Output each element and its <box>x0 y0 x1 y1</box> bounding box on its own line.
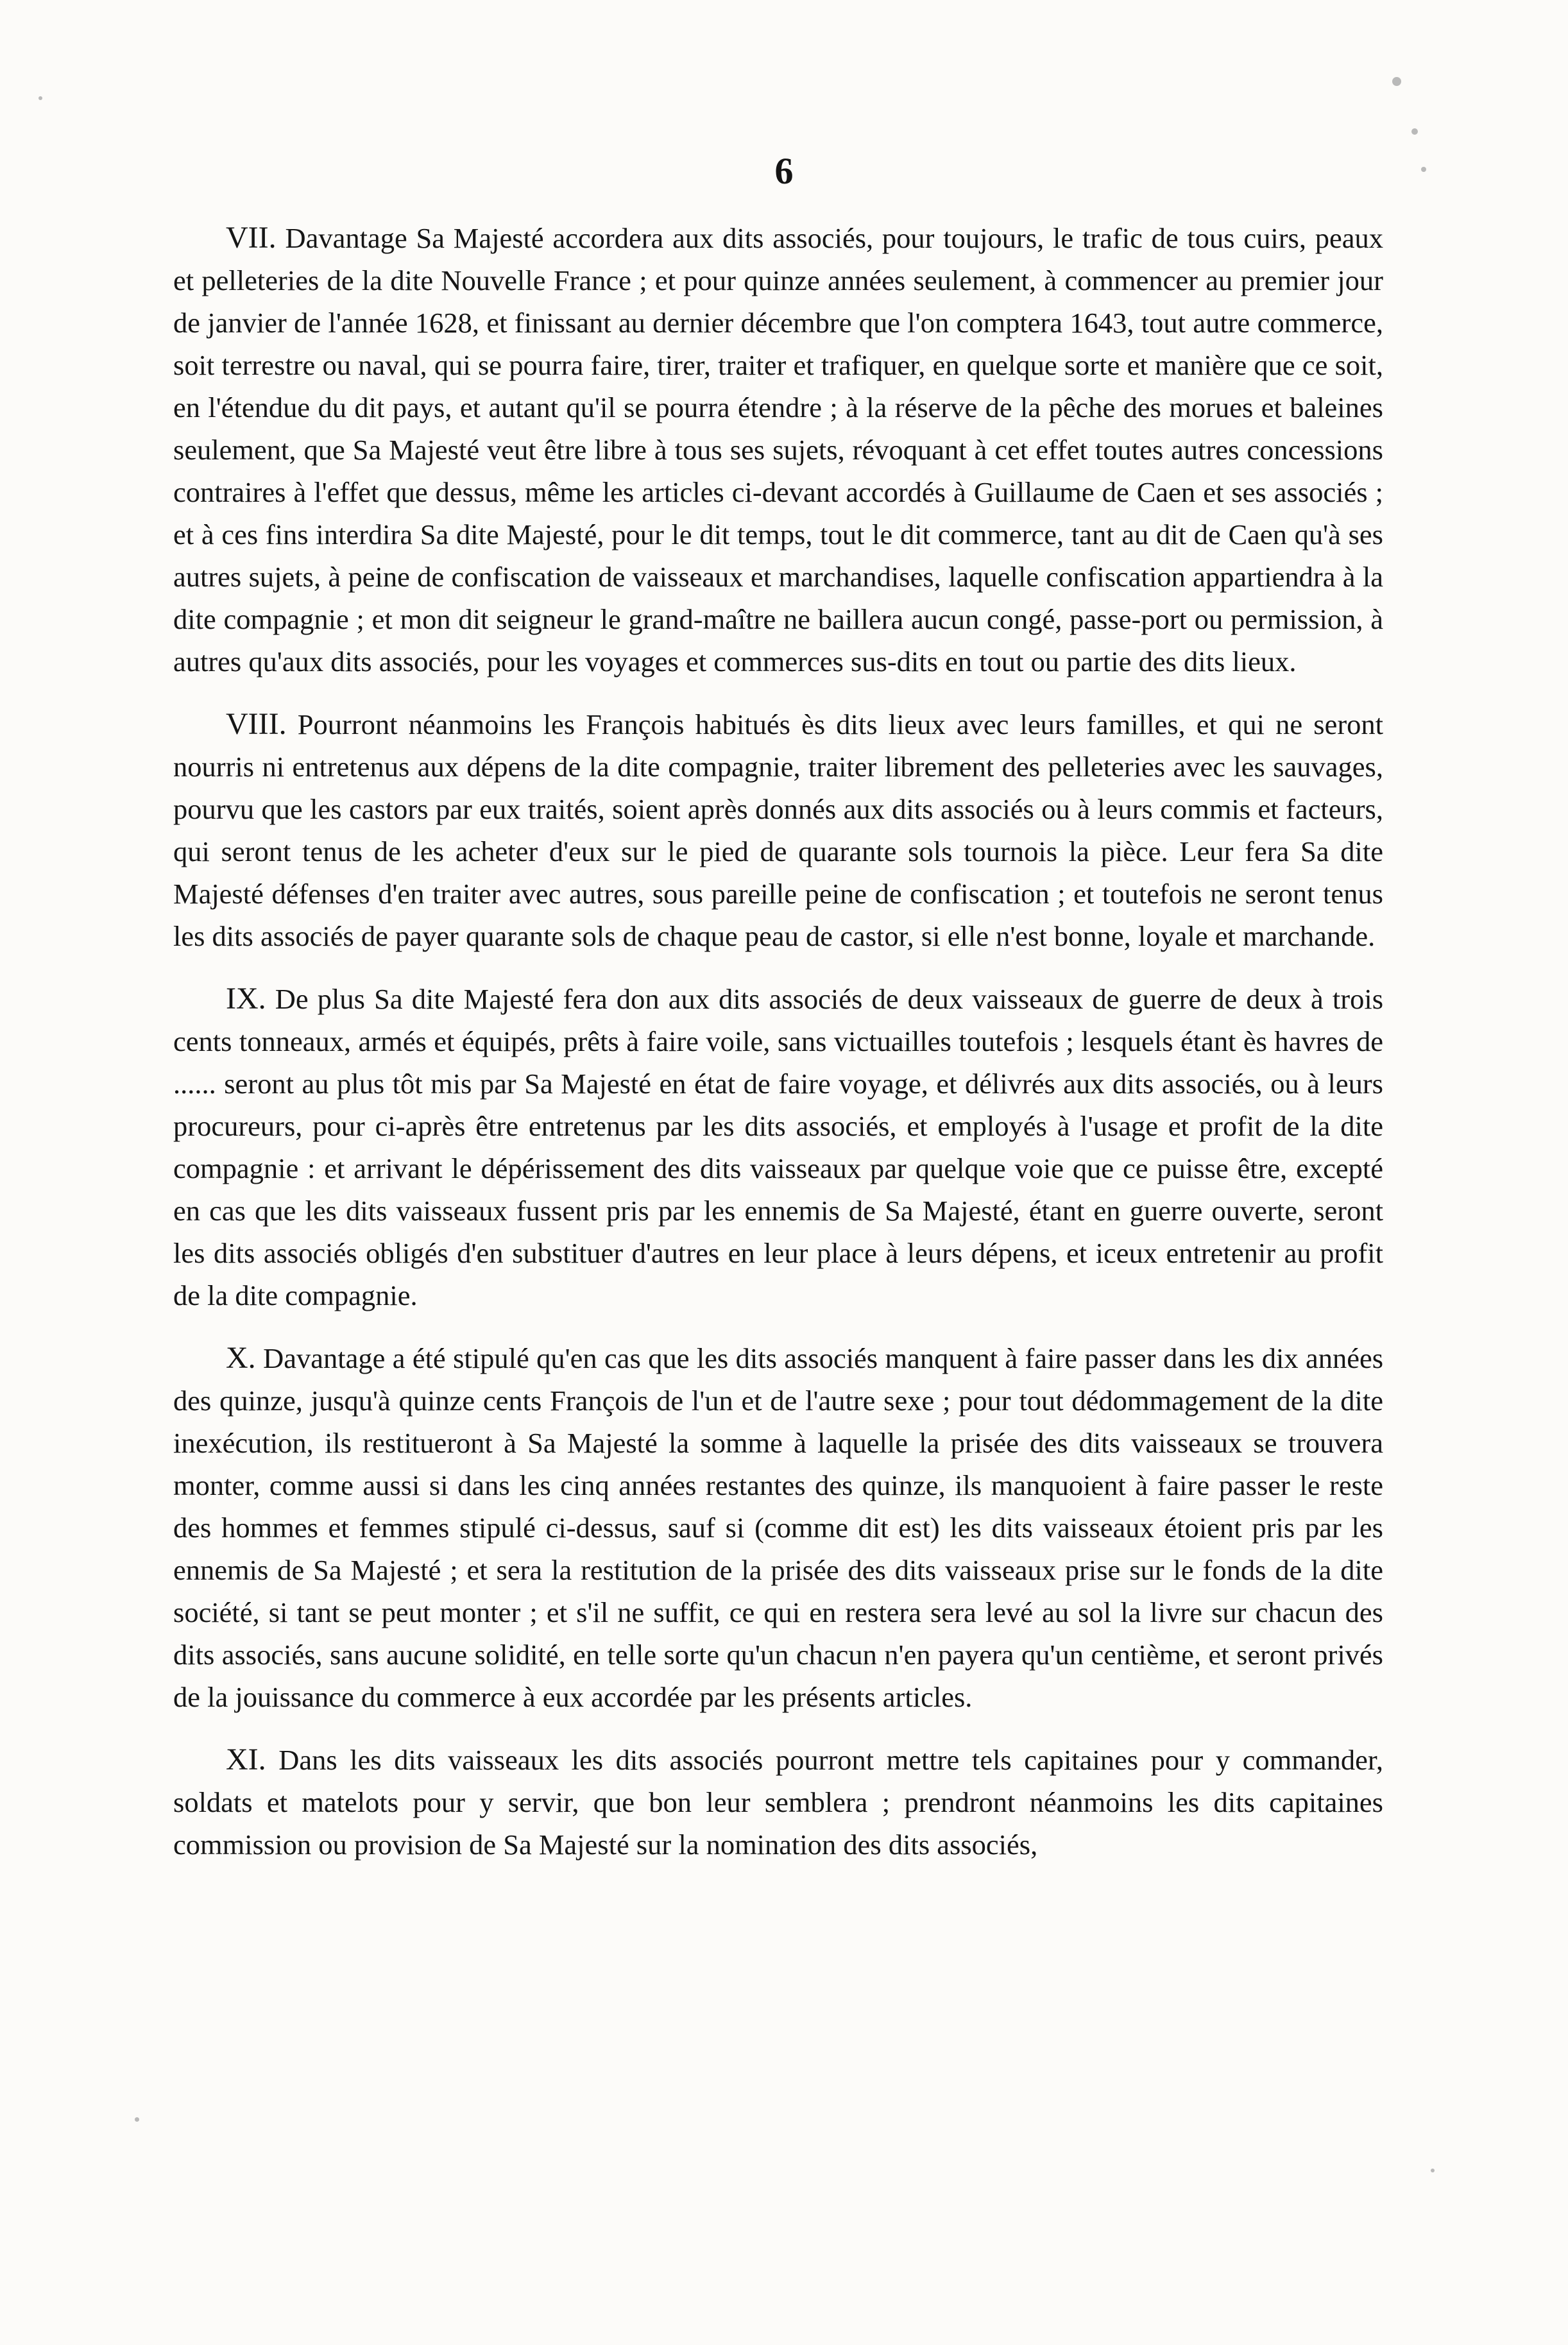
page-number: 6 <box>774 150 794 192</box>
document-body <box>173 217 1383 1866</box>
article-number: XI. <box>226 1743 266 1777</box>
article-number: VII. <box>226 221 277 255</box>
article-text: De plus Sa dite Majesté fera don aux dits associés de deux vaisseaux de guerre de deux à trois cents tonneaux, armés et équipés, prêts à faire voile, sans victuailles toutefois ; lesquels étant ès havres de ...... seront au plus tôt mis par Sa Majesté en état de faire voyage, et délivrés aux dits associés, ou à leurs procureurs, pour ci-après être entretenus par les dits associés, et employés à l'usage et profit de la dite compagnie : et arrivant le dépérissement des dits vaisseaux par quelque voie que ce puisse être, excepté en cas que les dits vaisseaux fussent pris par les ennemis de Sa Majesté, étant en guerre ouverte, seront les dits associés obligés d'en substituer d'autres en leur place à leurs dépens, et iceux entretenir au profit de la dite compagnie. <box>173 983 1384 1311</box>
article-vii <box>173 217 1383 683</box>
article-viii <box>173 703 1383 957</box>
article-number: X. <box>226 1341 256 1375</box>
scan-speck <box>135 2117 139 2122</box>
article-number: IX. <box>226 982 266 1016</box>
article-text: Davantage a été stipulé qu'en cas que les dits associés manquent à faire passer dans les dix années des quinze, jusqu'à quinze cents François de l'un et de l'autre sexe ; pour tout dédommagement de la dite inexécution, ils restitueront à Sa Majesté la somme à laquelle la prisée des dits vaisseaux se trouvera monter, comme aussi si dans les cinq années restantes des quinze, ils manquoient à faire passer le reste des hommes et femmes stipulé ci-dessus, sauf si (comme dit est) les dits vaisseaux étoient pris par les ennemis de Sa Majesté ; et sera la restitution de la prisée des dits vaisseaux prise sur le fonds de la dite société, si tant se peut monter ; et s'il ne suffit, ce qui en restera sera levé au sol la livre sur chacun des dits associés, sans aucune solidité, en telle sorte qu'un chacun n'en payera qu'un centième, et seront privés de la jouissance du commerce à eux accordée par les présents articles. <box>173 1342 1384 1713</box>
scan-speck <box>1411 128 1418 135</box>
article-number: VIII. <box>226 707 287 741</box>
article-ix <box>173 978 1383 1317</box>
article-text: Davantage Sa Majesté accordera aux dits associés, pour toujours, le trafic de tous cuirs, peaux et pelleteries de la dite Nouvelle France ; et pour quinze années seulement, à commencer au premier jour de janvier de l'année 1628, et finissant au dernier décembre que l'on comptera 1643, tout autre commerce, soit terrestre ou naval, qui se pourra faire, tirer, traiter et trafiquer, en quelque sorte et manière que ce soit, en l'étendue du dit pays, et autant qu'il se pourra étendre ; à la réserve de la pêche des morues et baleines seulement, que Sa Majesté veut être libre à tous ses sujets, révoquant à cet effet toutes autres concessions contraires à l'effet que dessus, même les articles ci-devant accordés à Guillaume de Caen et ses associés ; et à ces fins interdira Sa dite Majesté, pour le dit temps, tout le dit commerce, tant au dit de Caen qu'à ses autres sujets, à peine de confiscation de vaisseaux et marchandises, laquelle confiscation appartiendra à la dite compagnie ; et mon dit seigneur le grand-maître ne baillera aucun congé, passe-port ou permission, à autres qu'aux dits associés, pour les voyages et commerces sus-dits en tout ou partie des dits lieux. <box>173 222 1384 678</box>
article-text: Pourront néanmoins les François habitués ès dits lieux avec leurs familles, et qui ne seront nourris ni entretenus aux dépens de la dite compagnie, traiter librement des pelleteries avec les sauvages, pourvu que les castors par eux traités, soient après donnés aux dits associés ou à leurs commis et facteurs, qui seront tenus de les acheter d'eux sur le pied de quarante sols tournois la pièce. Leur fera Sa dite Majesté défenses d'en traiter avec autres, sous pareille peine de confiscation ; et toutefois ne seront tenus les dits associés de payer quarante sols de chaque peau de castor, si elle n'est bonne, loyale et marchande. <box>173 708 1383 952</box>
article-x <box>173 1337 1383 1718</box>
scan-speck <box>1421 167 1426 172</box>
article-text: Dans les dits vaisseaux les dits associés pourront mettre tels capitaines pour y commander, soldats et matelots pour y servir, que bon leur semblera ; prendront néanmoins les dits capitaines commission ou provision de Sa Majesté sur la nomination des dits associés, <box>173 1744 1383 1861</box>
scan-speck <box>38 96 42 100</box>
scan-speck <box>1392 77 1401 86</box>
article-xi <box>173 1739 1383 1866</box>
scan-speck <box>1431 2169 1435 2172</box>
